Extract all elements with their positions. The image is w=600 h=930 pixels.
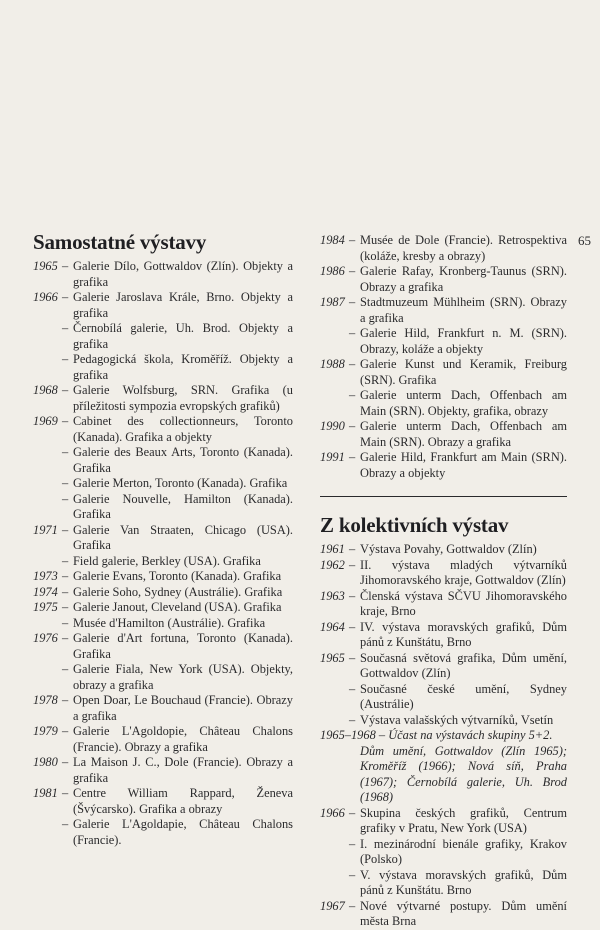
list-item: – Pedagogická škola, Kroměříž. Objekty a grafika [62,352,293,382]
list-item: 1964 – IV. výstava moravských grafiků, Dům pánů z Kunštátu, Brno [320,619,567,649]
list-item: 1988 – Galerie Kunst und Keramik, Freiburg (SRN). Grafika [320,357,567,387]
left-column [33,230,293,848]
group-list [320,542,567,930]
list-item: 1975 – Galerie Janout, Cleveland (USA). Grafika [33,600,282,614]
list-item: 1967 – Nové výtvarné postupy. Dům umění města Brna [320,898,567,928]
list-item: – I. mezinárodní bienále grafiky, Krakov (Polsko) [349,836,567,866]
list-item: 1986 – Galerie Rafay, Kronberg-Taunus (SRN). Obrazy a grafika [320,264,567,294]
list-item: 1968 – Galerie Wolfsburg, SRN. Grafika (u příležitosti sympozia evropských grafiků) [33,383,293,413]
right-column [320,233,567,930]
list-item-range: 1965–1968 – Účast na výstavách skupiny 5+2. Dům umění, Gottwaldov (Zlín 1965); Kroměříž (1966); Nová síň, Praha (1967); Černobílá galerie, Uh. Brod (1968) [320,728,567,804]
list-item: – Současné české umění, Sydney (Austrálie) [349,681,567,711]
section-title-solo: Samostatné výstavy [33,230,207,254]
list-item: – Galerie Nouvelle, Hamilton (Kanada). Grafika [62,491,293,521]
list-item: 1984 – Musée de Dole (Francie). Retrospektiva (koláže, kresby a obrazy) [320,233,567,263]
list-item: – Výstava valašských výtvarníků, Vsetín [349,712,554,727]
list-item: 1971 – Galerie Van Straaten, Chicago (USA). Grafika [33,522,293,552]
list-item: 1965 – Současná světová grafika, Dům umění, Gottwaldov (Zlín) [320,650,567,680]
list-item: – Musée d'Hamilton (Austrálie). Grafika [62,615,266,630]
list-item: 1961 – Výstava Povahy, Gottwaldov (Zlín) [320,542,537,556]
list-item: – Field galerie, Berkley (USA). Grafika [62,553,261,568]
list-item: 1966 – Skupina českých grafiků, Centrum grafiky v Pratu, New York (USA) [320,805,567,835]
page-number: 65 [578,233,591,248]
list-item: 1965 – Galerie Dílo, Gottwaldov (Zlín). Objekty a grafika [33,259,293,289]
list-item: – Galerie Fiala, New York (USA). Objekty, obrazy a grafika [62,662,293,692]
list-item: 1973 – Galerie Evans, Toronto (Kanada). Grafika [33,569,282,583]
list-item: – Galerie L'Agoldapie, Château Chalons (Francie). [62,817,293,847]
list-item: 1979 – Galerie L'Agoldopie, Château Chalons (Francie). Obrazy a grafika [33,724,293,754]
list-item: 1980 – La Maison J. C., Dole (Francie). Obrazy a grafika [33,755,293,785]
list-item: 1978 – Open Doar, Le Bouchaud (Francie). Obrazy a grafika [33,693,293,723]
list-item: – Černobílá galerie, Uh. Brod. Objekty a grafika [62,321,293,351]
solo-list-continued [320,233,567,481]
list-item: 1966 – Galerie Jaroslava Krále, Brno. Objekty a grafika [33,290,293,320]
list-item: 1976 – Galerie d'Art fortuna, Toronto (Kanada). Grafika [33,631,293,661]
list-item: 1991 – Galerie Hild, Frankfurt am Main (SRN). Obrazy a objekty [320,450,567,480]
list-item: – Galerie Hild, Frankfurt n. M. (SRN). Obrazy, koláže a objekty [349,326,567,356]
list-item: – Galerie unterm Dach, Offenbach am Main (SRN). Objekty, grafika, obrazy [349,388,567,418]
list-item: 1981 – Centre William Rappard, Ženeva (Švýcarsko). Grafika a obrazy [33,786,293,816]
list-item: 1990 – Galerie unterm Dach, Offenbach am Main (SRN). Obrazy a grafika [320,419,567,449]
solo-list [33,259,293,848]
list-item: 1963 – Členská výstava SČVU Jihomoravského kraje, Brno [320,588,567,618]
section-divider [320,496,567,497]
list-item: – V. výstava moravských grafiků, Dům pánů z Kunštátu. Brno [349,867,567,897]
list-item: – Galerie Merton, Toronto (Kanada). Grafika [62,476,288,490]
list-item: 1987 – Stadtmuzeum Mühlheim (SRN). Obrazy a grafika [320,295,567,325]
section-title-group: Z kolektivních výstav [320,513,509,537]
list-item: 1969 – Cabinet des collectionneurs, Toronto (Kanada). Grafika a objekty [33,414,293,444]
list-item: – Galerie des Beaux Arts, Toronto (Kanada). Grafika [62,445,293,475]
list-item: 1974 – Galerie Soho, Sydney (Austrálie). Grafika [33,584,283,599]
list-item: 1962 – II. výstava mladých výtvarníků Jihomoravského kraje, Gottwaldov (Zlín) [320,557,567,587]
